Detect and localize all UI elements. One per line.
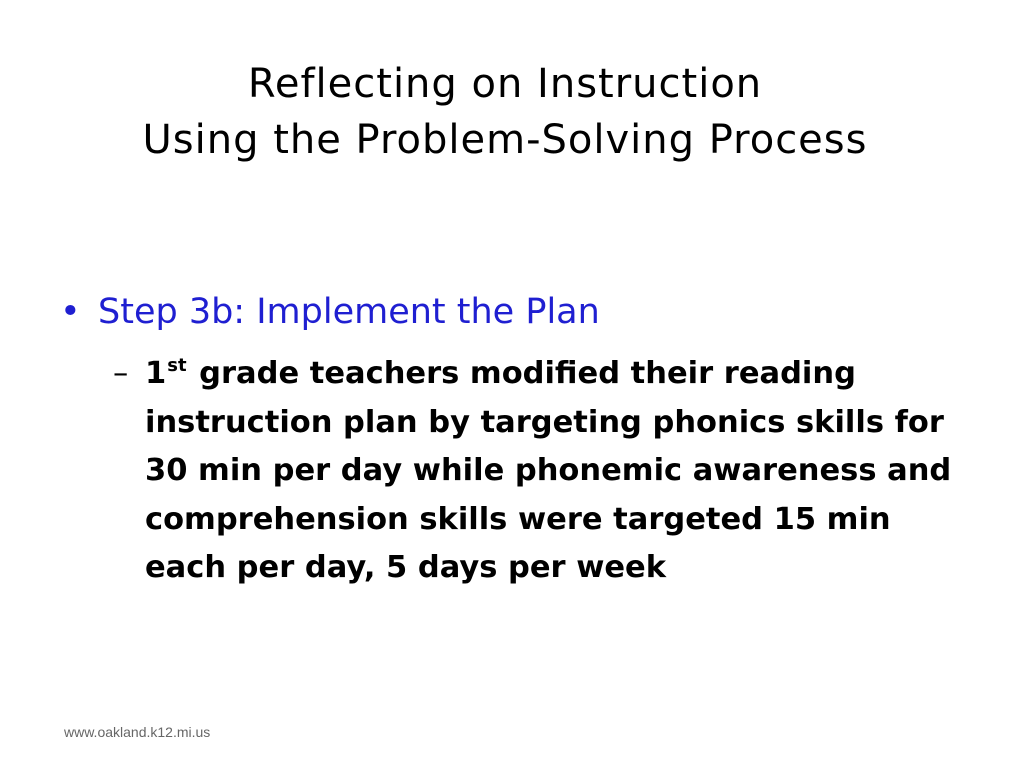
footer-url: www.oakland.k12.mi.us — [64, 724, 211, 740]
step-heading: Step 3b: Implement the Plan — [98, 292, 600, 332]
step-bullet — [60, 288, 960, 336]
title-line-2: Using the Problem-Solving Process — [142, 117, 868, 163]
sub-bullet-marker: – — [113, 356, 129, 391]
bullet-marker: • — [60, 292, 81, 332]
sub-bullet — [113, 350, 973, 593]
ordinal-suffix: st — [167, 355, 187, 376]
slide-title — [0, 56, 1010, 168]
sub-bullet-body: grade teachers modified their reading instruction plan by targeting phonics skills for 30 min per day while phonemic awareness and comprehension skills were targeted 15 min each per day, 5 days per week — [145, 356, 952, 585]
title-line-1: Reflecting on Instruction — [247, 61, 763, 107]
sub-bullet-text — [145, 350, 973, 593]
grade-number: 1 — [145, 356, 167, 391]
